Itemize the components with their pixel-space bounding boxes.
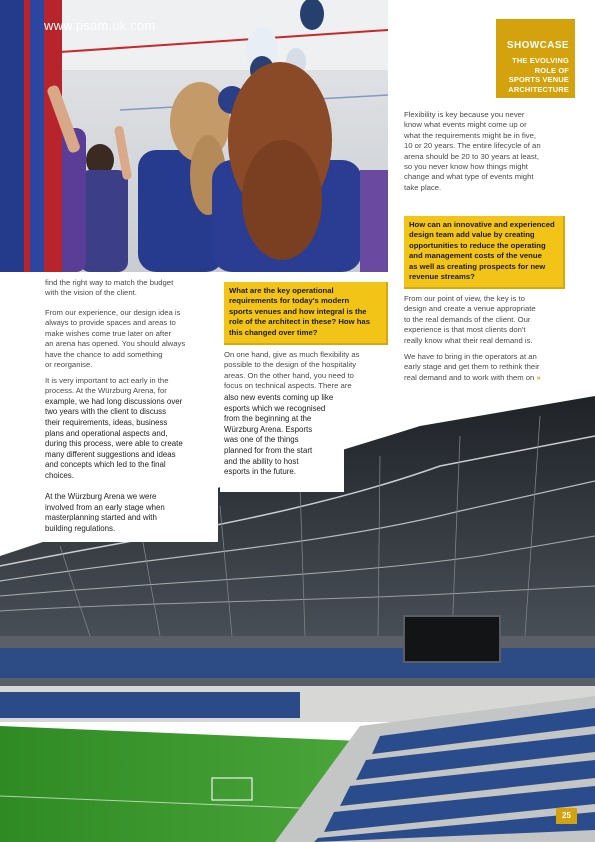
text-line: so you never know how things might <box>404 162 528 172</box>
text-line: We have to bring in the operators at an <box>404 352 537 361</box>
right-paragraph-2 <box>404 294 579 346</box>
middle-paragraph-2 <box>224 393 354 478</box>
text-line: what the requirements might be in five, <box>404 130 537 140</box>
text-line: and concepts which led to the final <box>45 460 166 470</box>
site-url[interactable]: www.psam.uk.com <box>44 18 156 33</box>
text-line: choices. <box>45 470 74 480</box>
text-line: during this process, were able to create <box>45 439 183 449</box>
text-line: to the real demands of the client. Our <box>404 314 531 324</box>
text-line: It is very important to act early in the <box>45 376 169 385</box>
left-paragraph-2 <box>45 308 221 370</box>
question-line: role of the architect in these? How has <box>229 317 370 327</box>
question-line: opportunities to reduce the operating <box>409 240 546 250</box>
continue-arrow-icon: » <box>536 372 541 382</box>
text-line: design and create a venue appropriate <box>404 304 536 314</box>
text-line: experience is that most clients don't <box>404 325 526 335</box>
text-line: areas. On the other hand, you need to <box>224 370 354 380</box>
text-line: involved from an early stage when <box>45 502 165 512</box>
text-line: plans and operational aspects and, <box>45 428 168 438</box>
text-line: many different suggestions and ideas <box>45 449 176 459</box>
text-line: from the beginning at the <box>224 414 312 424</box>
text-line: 10 or 20 years. The entire lifecycle of an <box>404 141 541 151</box>
text-line: planned for from the start <box>224 445 313 455</box>
text-line: masterplanning started and with <box>45 513 157 523</box>
text-line: their requirements, ideas, business <box>45 418 168 427</box>
text-line: On one hand, give as much flexibility as <box>224 350 360 359</box>
text-line: also new events coming up like <box>224 393 334 402</box>
middle-paragraph-1 <box>224 350 394 392</box>
text-line: early stage and get them to rethink their <box>404 362 540 372</box>
question-line: this changed over time? <box>229 327 318 337</box>
text-line: focus on technical aspects. There are <box>224 381 352 391</box>
question-line: revenue streams? <box>409 272 475 282</box>
text-line: Würzburg Arena. Esports <box>224 424 313 434</box>
text-line: From our point of view, the key is to <box>404 294 525 303</box>
subtitle-line: THE EVOLVING <box>512 56 569 65</box>
text-line: an arena has opened. You should always <box>45 339 186 349</box>
text-line: real demand and to work with them on <box>404 372 535 382</box>
question-line: design team add value by creating <box>409 230 535 240</box>
text-line: possible to the design of the hospitality <box>224 360 357 370</box>
text-line: make wishes come true later on after <box>45 328 172 338</box>
text-line-with-continue <box>404 373 584 383</box>
text-line: or reorganise. <box>45 360 93 370</box>
text-line: two years with the client to discuss <box>45 407 167 417</box>
subtitle-line: SPORTS VENUE <box>508 75 569 84</box>
left-paragraph-3 <box>45 376 223 482</box>
text-line: with the vision of the client. <box>45 288 137 298</box>
text-line: find the right way to match the budget <box>45 278 174 287</box>
right-paragraph-3 <box>404 352 584 383</box>
text-line: building regulations. <box>45 523 116 533</box>
question-line: as well as creating prospects for new <box>409 261 546 271</box>
right-paragraph-1 <box>404 110 579 193</box>
text-line: really know what their real demand is. <box>404 335 533 345</box>
question-line: What are the key operational <box>229 286 334 295</box>
question-line: and management costs of the venue <box>409 251 542 261</box>
showcase-subtitle <box>496 56 569 94</box>
text-line: esports in the future. <box>224 467 296 477</box>
crowd-photo <box>0 0 388 272</box>
showcase-tag <box>496 19 575 98</box>
question-value-add <box>404 216 565 289</box>
text-line: From our experience, our design idea is <box>45 308 181 317</box>
page-number: 25 <box>556 808 577 824</box>
text-line: process. At the Würzburg Arena, for <box>45 386 167 396</box>
text-line: and the ability to host <box>224 456 299 466</box>
question-line: sports venues and how integral is the <box>229 306 367 316</box>
subtitle-line: ROLE OF <box>534 65 569 75</box>
text-line: know what events might come up or <box>404 120 527 130</box>
text-line: have the chance to add something <box>45 349 163 359</box>
text-line: always to provide spaces and areas to <box>45 318 176 328</box>
left-paragraph-1 <box>45 278 221 299</box>
question-operational-requirements <box>224 282 388 345</box>
showcase-title: SHOWCASE <box>506 40 569 51</box>
text-line: At the Würzburg Arena we were <box>45 492 157 501</box>
text-line: take place. <box>404 182 442 192</box>
text-line: change and what type of events might <box>404 172 534 182</box>
text-line: Flexibility is key because you never <box>404 110 525 119</box>
text-line: example, we had long discussions over <box>45 396 183 406</box>
question-line: How can an innovative and experienced <box>409 220 555 229</box>
question-line: requirements for today's modern <box>229 296 350 306</box>
subtitle-line: ARCHITECTURE <box>508 84 569 94</box>
left-paragraph-4 <box>45 492 221 534</box>
text-line: arena should be 20 to 30 years at least, <box>404 151 540 161</box>
text-line: esports which we recognised <box>224 403 326 413</box>
text-line: was one of the things <box>224 435 299 445</box>
